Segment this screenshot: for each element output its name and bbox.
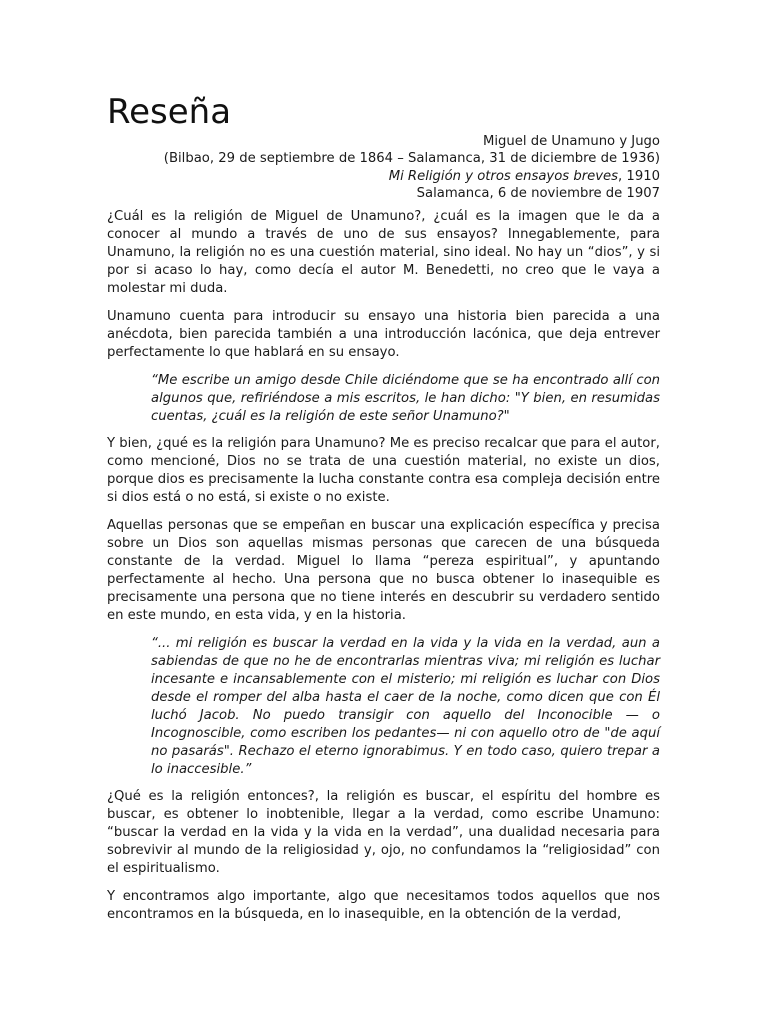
paragraph: Unamuno cuenta para introducir su ensayo una historia bien parecida a una anécdota, bien parecida también a una introducción lacónica, que deja entrever perfectamente lo que hablará en su ensayo.	[107, 309, 660, 360]
place-date-line: Salamanca, 6 de noviembre de 1907	[416, 185, 660, 201]
quote-block: “... mi religión es buscar la verdad en la vida y la vida en la verdad, aun a sabiendas de que no he de encontrarlas mientras viva; mi religión es luchar incesante e incansablemente con el misterio; mi religión es luchar con Dios desde el romper del alba hasta el caer de la noche, como dicen que con Él luchó Jacob. No puedo transigir con aquello del Inconocible — o Incognoscible, como escriben los pedantes— ni con aquello otro de "de aquí no pasarás". Rechazo el eterno ignorabimus. Y en todo caso, quiero trepar a lo inaccesible.”	[151, 636, 660, 777]
quote-block: “Me escribe un amigo desde Chile diciéndome que se ha encontrado allí con algunos que, refiriéndose a mis escritos, le han dicho: "Y bien, en resumidas cuentas, ¿cuál es la religión de este señor Unamuno?"	[151, 373, 660, 424]
dates-line: (Bilbao, 29 de septiembre de 1864 – Salamanca, 31 de diciembre de 1936)	[163, 151, 660, 167]
paragraph: ¿Cuál es la religión de Miguel de Unamuno?, ¿cuál es la imagen que le da a conocer al mundo a través de uno de sus ensayos? Innegablemente, para Unamuno, la religión no es una cuestión material, sino ideal. No hay un “dios”, y si por si acaso lo hay, como decía el autor M. Benedetti, no creo que le vaya a molestar mi duda.	[107, 209, 660, 296]
paragraph: ¿Qué es la religión entonces?, la religión es buscar, el espíritu del hombre es buscar, es obtener lo inobtenible, llegar a la verdad, como escribe Unamuno: “buscar la verdad en la vida y la vida en la verdad”, una dualidad necesaria para sobrevivir al mundo de la religiosidad y, ojo, no confundamos la “religiosidad” con el espiritualismo.	[107, 789, 660, 876]
work-line	[107, 168, 660, 185]
paragraph: Aquellas personas que se empeñan en buscar una explicación específica y precisa sobre un Dios son aquellas mismas personas que carecen de una búsqueda constante de la verdad. Miguel lo llama “pereza espiritual”, y apuntando perfectamente al hecho. Una persona que no busca obtener lo inasequible es precisamente una persona que no tiene interés en descubrir su verdadero sentido en este mundo, en esta vida, y en la historia.	[107, 518, 660, 623]
citation-block	[107, 133, 660, 202]
work-year: , 1910	[618, 168, 660, 184]
paragraph: Y encontramos algo importante, algo que necesitamos todos aquellos que nos encontramos en la búsqueda, en lo inasequible, en la obtención de la verdad,	[107, 889, 660, 922]
paragraph: Y bien, ¿qué es la religión para Unamuno? Me es preciso recalcar que para el autor, como mencioné, Dios no se trata de una cuestión material, no existe un dios, porque dios es precisamente la lucha constante contra esa compleja decisión entre si dios está o no está, si existe o no existe.	[107, 436, 660, 505]
page-title: Reseña	[107, 92, 232, 132]
author-line: Miguel de Unamuno y Jugo	[482, 134, 660, 149]
article-body	[107, 208, 660, 934]
work-title: Mi Religión y otros ensayos breves	[388, 168, 619, 184]
